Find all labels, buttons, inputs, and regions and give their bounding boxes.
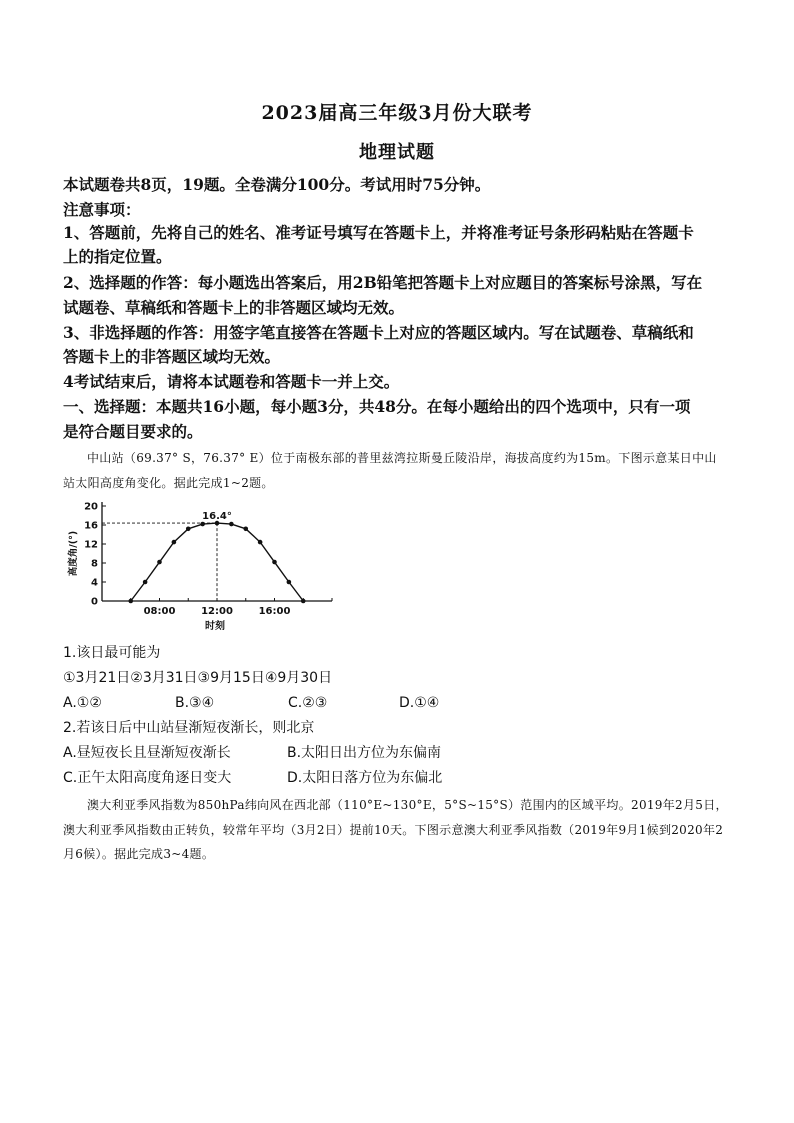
y-tick-label-1: 4 — [91, 577, 98, 589]
sun-altitude-chart-svg — [64, 494, 344, 640]
data-point-11 — [287, 580, 292, 585]
passage-1: 中山站（69.37° S，76.37° E）位于南极东部的普里兹湾拉斯曼丘陵沿岸，海拔高度约为15m。下图示意某日中山站太阳高度角变化。据此完成1~2题。 — [63, 451, 717, 490]
data-point-0 — [128, 599, 133, 604]
question-2-option-a: A.昼短夜长且昼渐短夜渐长 — [63, 745, 231, 761]
section-1-heading-line-1: 一、选择题：本题共16小题，每小题3分，共48分。在每小题给出的四个选项中，只有一项 — [63, 397, 691, 416]
notice-2-line-2: 试题卷、草稿纸和答题卡上的非答题区域均无效。 — [63, 298, 405, 317]
y-tick-label-3: 12 — [84, 539, 98, 551]
y-tick-label-4: 16 — [84, 520, 98, 532]
y-tick-label-2: 8 — [91, 558, 98, 570]
exam-subject: 地理试题 — [359, 142, 435, 163]
sun-altitude-chart — [64, 494, 344, 640]
section-1-heading-line-2: 是符合题目要求的。 — [63, 422, 203, 441]
peak-annotation: 16.4° — [202, 511, 232, 523]
passage-2: 澳大利亚季风指数为850hPa纬向风在西北部（110°E~130°E，5°S~15°S）范围内的区域平均。2019年2月5日，澳大利亚季风指数由正转负，较常年平均（3月2日）提前10天。下图示意澳大利亚季风指数（2019年9月1候到2020年2月6候）。据此完成3~4题。 — [63, 798, 728, 861]
notice-1-line-2: 上的指定位置。 — [63, 247, 172, 266]
x-tick-label-2: 16:00 — [258, 606, 291, 617]
question-2-stem: 2.若该日后中山站昼渐短夜渐长，则北京 — [63, 720, 315, 736]
question-2-option-b: B.太阳日出方位为东偏南 — [287, 745, 442, 761]
data-point-5 — [200, 522, 205, 527]
data-point-3 — [172, 540, 177, 545]
data-point-9 — [258, 540, 263, 545]
question-1-option-d: D.①④ — [399, 695, 440, 711]
question-1-option-a: A.①② — [63, 695, 102, 711]
question-1-option-c: C.②③ — [288, 695, 328, 711]
x-axis-label: 时刻 — [205, 621, 225, 632]
data-point-8 — [243, 527, 248, 532]
exam-title: 2023届高三年级3月份大联考 — [261, 102, 533, 124]
notice-2-line-1: 2、选择题的作答：每小题选出答案后，用2B铅笔把答题卡上对应题目的答案标号涂黑，写在 — [63, 273, 703, 292]
notice-3-line-1: 3、非选择题的作答：用签字笔直接答在答题卡上对应的答题区域内。写在试题卷、草稿纸和 — [63, 323, 694, 342]
y-tick-label-5: 20 — [84, 501, 98, 513]
notice-4: 4考试结束后，请将本试题卷和答题卡一并上交。 — [63, 372, 400, 391]
data-point-2 — [157, 560, 162, 565]
question-2-option-c: C.正午太阳高度角逐日变大 — [63, 770, 232, 786]
x-tick-label-0: 08:00 — [143, 606, 176, 617]
exam-summary: 本试题卷共8页，19题。全卷满分100分。考试用时75分钟。 — [63, 175, 491, 194]
question-1-option-b: B.③④ — [175, 695, 215, 711]
data-point-7 — [229, 522, 234, 527]
question-2-option-d: D.太阳日落方位为东偏北 — [287, 770, 443, 786]
question-1-choices: ①3月21日②3月31日③9月15日④9月30日 — [63, 670, 333, 686]
data-point-1 — [143, 580, 148, 585]
notice-1-line-1: 1、答题前，先将自己的姓名、准考证号填写在答题卡上，并将准考证号条形码粘贴在答题卡 — [63, 223, 694, 242]
question-1-stem: 1.该日最可能为 — [63, 645, 161, 661]
notice-heading: 注意事项： — [63, 200, 141, 219]
y-tick-label-0: 0 — [91, 596, 98, 608]
data-point-12 — [301, 599, 306, 604]
y-axis-label: 高度角/(°) — [68, 530, 79, 577]
x-tick-label-1: 12:00 — [201, 606, 233, 617]
data-point-10 — [272, 560, 277, 565]
data-point-4 — [186, 527, 191, 532]
notice-3-line-2: 答题卡上的非答题区域均无效。 — [63, 347, 281, 366]
